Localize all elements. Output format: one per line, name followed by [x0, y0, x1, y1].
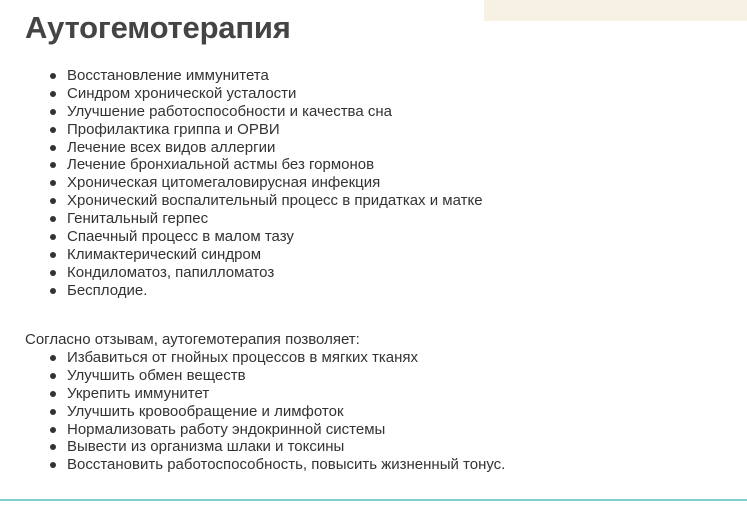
list-item — [25, 264, 483, 282]
bullet-icon — [50, 252, 56, 258]
list-item — [25, 156, 483, 174]
list-item — [25, 349, 505, 367]
list-item-text: Климактерический синдром — [67, 245, 262, 263]
list-item — [25, 385, 505, 403]
top-banner-strip — [484, 0, 747, 21]
list-item — [25, 121, 483, 139]
list-item-text: Бесплодие. — [67, 281, 148, 299]
list-item-text: Нормализовать работу эндокринной системы — [67, 420, 386, 438]
bottom-divider — [0, 499, 747, 501]
list-item — [25, 403, 505, 421]
list-item-text: Хронический воспалительный процесс в придатках и матке — [67, 192, 483, 210]
list-item — [25, 192, 483, 210]
list-item — [25, 367, 505, 385]
bullet-icon — [50, 127, 56, 133]
bullet-icon — [50, 91, 56, 97]
list-item — [25, 174, 483, 192]
list-item — [25, 246, 483, 264]
bullet-icon — [50, 198, 56, 204]
bullet-icon — [50, 355, 56, 361]
list-item-text: Избавиться от гнойных процессов в мягких тканях — [67, 349, 419, 366]
bullet-icon — [50, 444, 56, 450]
list-item — [25, 456, 505, 474]
bullet-icon — [50, 409, 56, 415]
bullet-icon — [50, 216, 56, 222]
list-item-text: Синдром хронической усталости — [67, 84, 297, 102]
list-item-text: Улучшить кровообращение и лимфоток — [67, 402, 344, 420]
list-item-text: Улучшить обмен веществ — [67, 366, 246, 384]
bullet-icon — [50, 288, 56, 294]
bullet-icon — [50, 73, 56, 79]
bullet-icon — [50, 462, 56, 468]
list-item-text: Спаечный процесс в малом тазу — [67, 228, 294, 246]
list-item-text: Улучшение работоспособности и качества сна — [67, 102, 392, 120]
list-item-text: Вывести из организма шлаки и токсины — [67, 438, 345, 456]
list-item-text: Генитальный герпес — [67, 210, 209, 228]
benefits-intro: Согласно отзывам, аутогемотерапия позволяет: — [25, 331, 360, 348]
indications-list — [25, 67, 483, 300]
bullet-icon — [50, 234, 56, 240]
list-item — [25, 228, 483, 246]
list-item — [25, 85, 483, 103]
bullet-icon — [50, 145, 56, 151]
bullet-icon — [50, 270, 56, 276]
bullet-icon — [50, 373, 56, 379]
list-item-text: Восстановление иммунитета — [67, 67, 269, 84]
bullet-icon — [50, 427, 56, 433]
list-item-text: Лечение бронхиальной астмы без гормонов — [67, 156, 375, 174]
page-title: Аутогемотерапия — [25, 10, 291, 45]
list-item — [25, 67, 483, 85]
benefits-list — [25, 349, 505, 474]
list-item-text: Восстановить работоспособность, повысить жизненный тонус. — [67, 456, 506, 474]
list-item — [25, 282, 483, 300]
list-item-text: Укрепить иммунитет — [67, 384, 210, 402]
list-item — [25, 210, 483, 228]
list-item — [25, 421, 505, 439]
list-item-text: Кондиломатоз, папилломатоз — [67, 263, 275, 281]
bullet-icon — [50, 391, 56, 397]
list-item — [25, 438, 505, 456]
list-item-text: Лечение всех видов аллергии — [67, 138, 276, 156]
list-item-text: Профилактика гриппа и ОРВИ — [67, 120, 280, 138]
bullet-icon — [50, 162, 56, 168]
list-item — [25, 139, 483, 157]
list-item-text: Хроническая цитомегаловирусная инфекция — [67, 174, 381, 192]
list-item — [25, 103, 483, 121]
bullet-icon — [50, 109, 56, 115]
bullet-icon — [50, 180, 56, 186]
